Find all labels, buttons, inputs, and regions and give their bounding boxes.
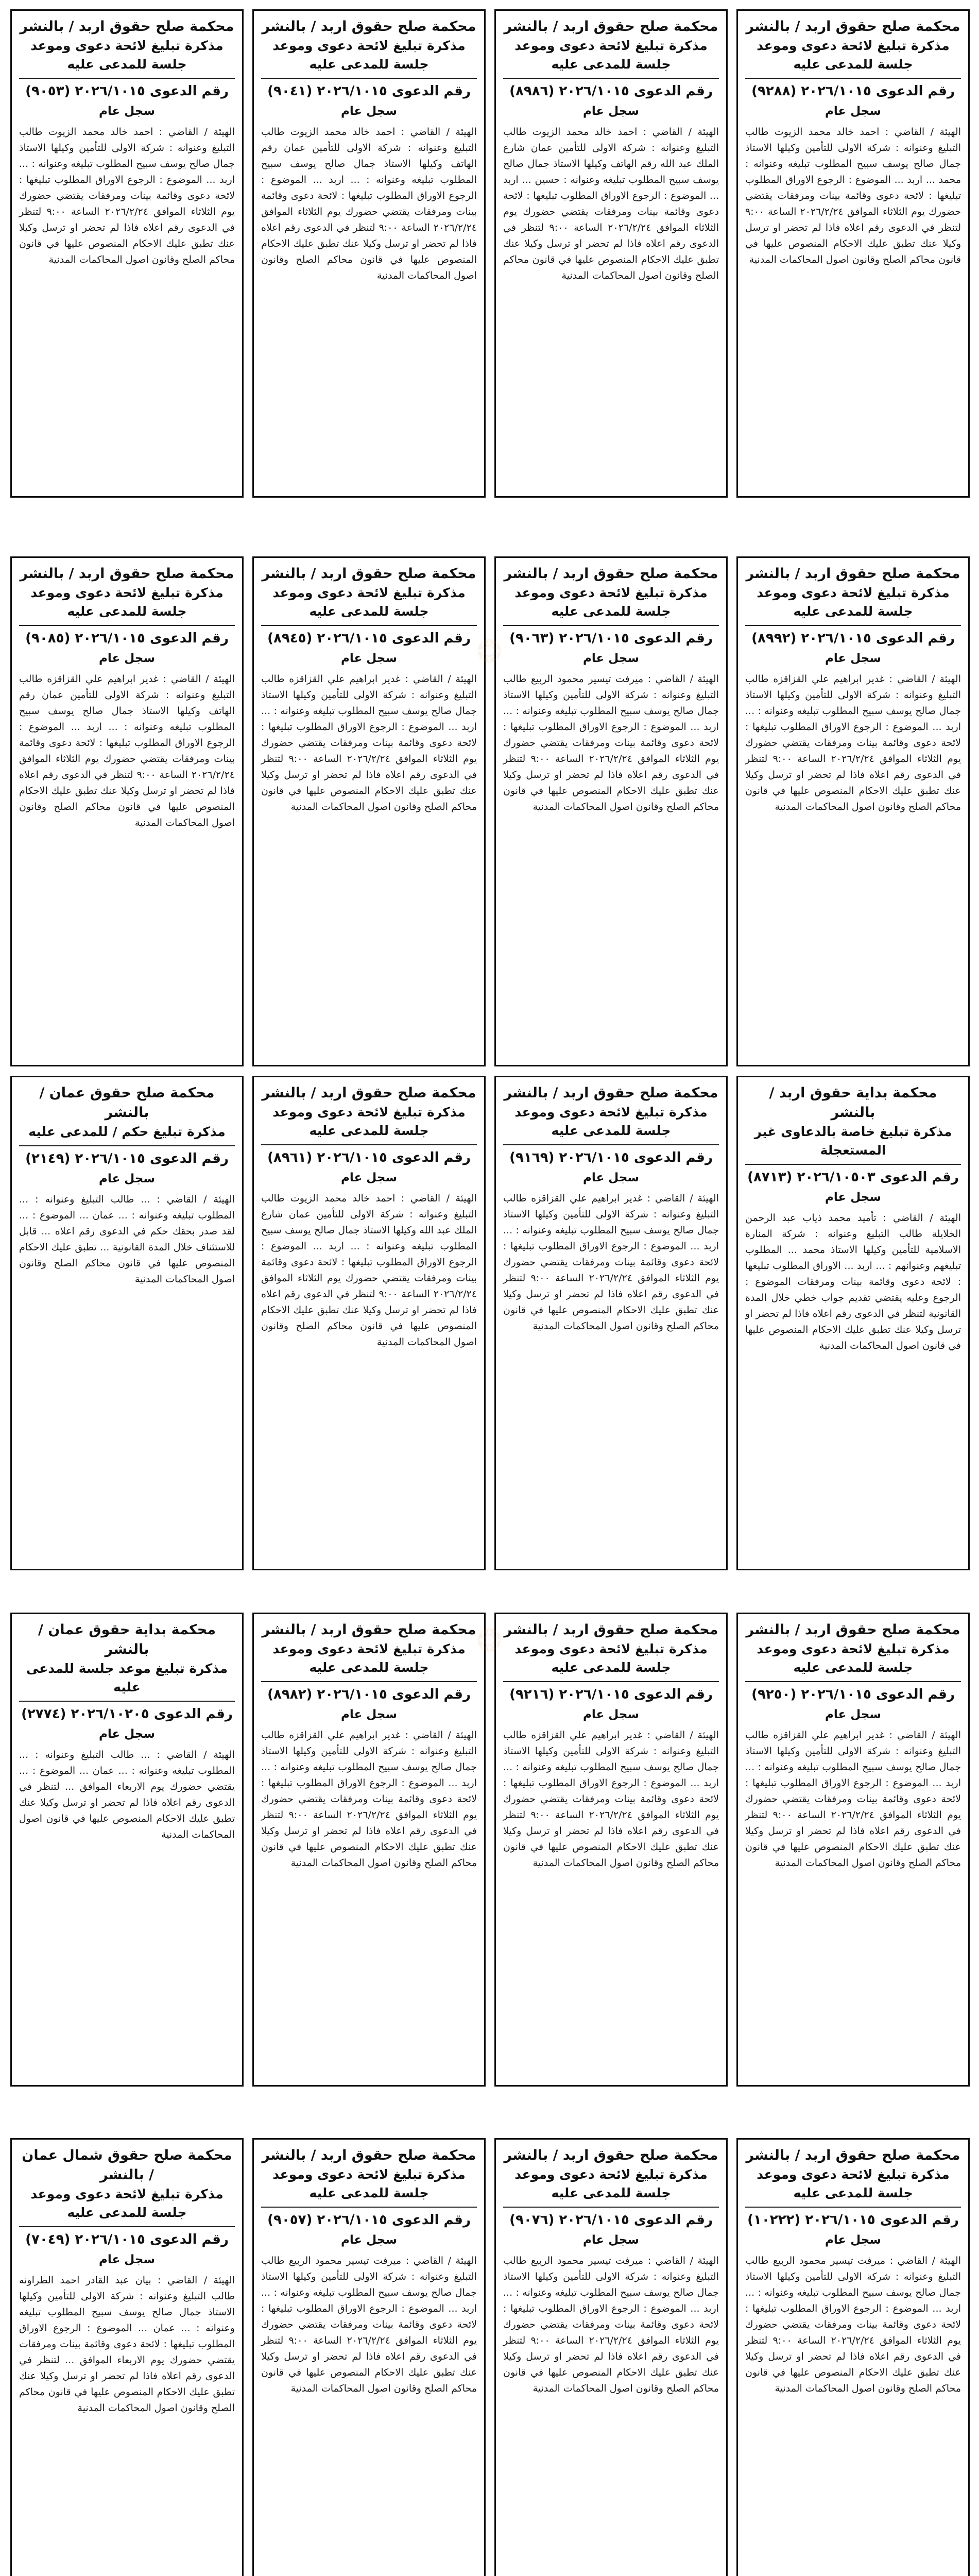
court-name: محكمة صلح حقوق اربد / بالنشر: [746, 566, 960, 582]
case-type: سجل عام: [341, 1171, 397, 1184]
court-name: محكمة بداية حقوق اربد / بالنشر: [769, 1085, 937, 1121]
notice-body: الهيئة / القاضي : ميرفت تيسير محمود الربيع طالب التبليغ وعنوانه : شركة الاولى للتأمين وكيلها الاستاذ جمال صالح يوسف سبيح المطلوب تبليغه وعنوانه : ... اربد ... الموضوع : الرجوع الاوراق المطلوب تبليغها : لائحة دعوى وقائمة بينات ومرفقات يقتضي حضورك يوم الثلاثاء الموافق ٢٠٢٦/٢/٢٤ الساعة ٩:٠٠ لتنظر في الدعوى رقم اعلاه فاذا لم تحضر او ترسل وكيلا عنك تطبق عليك الاحكام المنصوص عليها في قانون محاكم الصلح وقانون اصول المحاكمات المدنية: [261, 2255, 477, 2394]
case-number: رقم الدعوى ٢٠٢٦/١٠١٥ (٢١٤٩): [19, 1145, 235, 1169]
court-name: محكمة صلح حقوق اربد / بالنشر: [504, 1085, 718, 1101]
court-name: محكمة صلح حقوق اربد / بالنشر: [262, 2147, 476, 2163]
case-type: سجل عام: [583, 105, 639, 118]
case-number: رقم الدعوى ٢٠٢٦/١٠١٥ (٩١٦٩): [503, 1144, 719, 1168]
court-notice: [736, 1613, 970, 2087]
notice-title: مذكرة تبليغ لائحة دعوى وموعد جلسة للمدعى عليه: [757, 1641, 950, 1675]
court-name: محكمة صلح حقوق اربد / بالنشر: [746, 2147, 960, 2163]
notice-body: الهيئة / القاضي : غدير ابراهيم علي القزاقزه طالب التبليغ وعنوانه : شركة الاولى للتأمين وكيلها الاستاذ جمال صالح يوسف سبيح المطلوب تبليغه وعنوانه : ... اربد ... الموضوع : الرجوع الاوراق المطلوب تبليغها : لائحة دعوى وقائمة بينات ومرفقات يقتضي حضورك يوم الثلاثاء الموافق ٢٠٢٦/٢/٢٤ الساعة ٩:٠٠ لتنظر في الدعوى رقم اعلاه فاذا لم تحضر او ترسل وكيلا عنك تطبق عليك الاحكام المنصوص عليها في قانون محاكم الصلح وقانون اصول المحاكمات المدنية: [745, 673, 961, 812]
notice-title: مذكرة تبليغ لائحة دعوى وموعد جلسة للمدعى عليه: [30, 38, 224, 72]
notice-title: مذكرة تبليغ لائحة دعوى وموعد جلسة للمدعى عليه: [514, 38, 708, 72]
court-name: محكمة صلح حقوق اربد / بالنشر: [504, 566, 718, 582]
notice-body: الهيئة / القاضي : غدير ابراهيم علي القزاقزه طالب التبليغ وعنوانه : شركة الاولى للتأمين عمان رقم الهاتف وكيلها الاستاذ جمال صالح يوسف سبيح المطلوب تبليغه وعنوانه : ... اربد ... الموضوع : الرجوع الاوراق المطلوب تبليغها : لائحة دعوى وقائمة بينات ومرفقات يقتضي حضورك يوم الثلاثاء الموافق ٢٠٢٦/٢/٢٤ الساعة ٩:٠٠ لتنظر في الدعوى رقم اعلاه فاذا لم تحضر او ترسل وكيلا عنك تطبق عليك الاحكام المنصوص عليها في قانون محاكم الصلح وقانون اصول المحاكمات المدنية: [19, 673, 235, 828]
court-notice: [10, 9, 244, 498]
notice-body: الهيئة / القاضي : احمد خالد محمد الزيوت طالب التبليغ وعنوانه : شركة الاولى للتأمين وكيلها الاستاذ جمال صالح يوسف سبيح المطلوب تبليغه وعنوانه : ... اربد ... الموضوع : الرجوع الاوراق المطلوب تبليغها : لائحة دعوى وقائمة بينات ومرفقات يقتضي حضورك يوم الثلاثاء الموافق ٢٠٢٦/٢/٢٤ الساعة ٩:٠٠ لتنظر في الدعوى رقم اعلاه فاذا لم تحضر او ترسل وكيلا عنك تطبق عليك الاحكام المنصوص عليها في قانون محاكم الصلح وقانون اصول المحاكمات المدنية: [19, 126, 235, 265]
case-type: سجل عام: [583, 1708, 639, 1721]
notice-title: مذكرة تبليغ لائحة دعوى وموعد جلسة للمدعى عليه: [272, 1641, 466, 1675]
notice-body: الهيئة / القاضي : احمد خالد محمد الزيوت طالب التبليغ وعنوانه : شركة الاولى للتأمين عمان شارع الملك عبد الله وكيلها الاستاذ جمال صالح يوسف سبيح المطلوب تبليغه وعنوانه : ... اربد ... الموضوع : الرجوع الاوراق المطلوب تبليغها : لائحة دعوى وقائمة بينات ومرفقات يقتضي حضورك يوم الثلاثاء الموافق ٢٠٢٦/٢/٢٤ الساعة ٩:٠٠ لتنظر في الدعوى رقم اعلاه فاذا لم تحضر او ترسل وكيلا عنك تطبق عليك الاحكام المنصوص عليها في قانون محاكم الصلح وقانون اصول المحاكمات المدنية: [261, 1193, 477, 1348]
case-number: رقم الدعوى ٢٠٢٦/١٠١٥ (٨٩٩٢): [745, 625, 961, 649]
case-number: رقم الدعوى ٢٠٢٦/١٠١٥ (٩٢١٦): [503, 1681, 719, 1705]
notice-body: الهيئة / القاضي : احمد خالد محمد الزيوت طالب التبليغ وعنوانه : شركة الاولى للتأمين عمان شارع الملك عبد الله رقم الهاتف وكيلها الاستاذ جمال صالح يوسف سبيح المطلوب تبليغه وعنوانه : حسين ... اربد ... الموضوع : الرجوع الاوراق المطلوب تبليغها : لائحة دعوى وقائمة بينات ومرفقات يقتضي حضورك يوم الثلاثاء الموافق ٢٠٢٦/٢/٢٤ الساعة ٩:٠٠ لتنظر في الدعوى رقم اعلاه فاذا لم تحضر او ترسل وكيلا عنك تطبق عليك الاحكام المنصوص عليها في قانون محاكم الصلح وقانون اصول المحاكمات المدنية: [503, 126, 719, 281]
case-number: رقم الدعوى ٢٠٢٦/١٠١٥ (٨٩٦١): [261, 1144, 477, 1168]
notice-title: مذكرة تبليغ لائحة دعوى وموعد جلسة للمدعى عليه: [514, 585, 708, 619]
case-type: سجل عام: [99, 1172, 155, 1185]
notice-body: الهيئة / القاضي : ميرفت تيسير محمود الربيع طالب التبليغ وعنوانه : شركة الاولى للتأمين وكيلها الاستاذ جمال صالح يوسف سبيح المطلوب تبليغه وعنوانه : ... اربد ... الموضوع : الرجوع الاوراق المطلوب تبليغها : لائحة دعوى وقائمة بينات ومرفقات يقتضي حضورك يوم الثلاثاء الموافق ٢٠٢٦/٢/٢٤ الساعة ٩:٠٠ لتنظر في الدعوى رقم اعلاه فاذا لم تحضر او ترسل وكيلا عنك تطبق عليك الاحكام المنصوص عليها في قانون محاكم الصلح وقانون اصول المحاكمات المدنية: [745, 2255, 961, 2394]
notice-body: الهيئة / القاضي : ميرفت تيسير محمود الربيع طالب التبليغ وعنوانه : شركة الاولى للتأمين وكيلها الاستاذ جمال صالح يوسف سبيح المطلوب تبليغه وعنوانه : ... اربد ... الموضوع : الرجوع الاوراق المطلوب تبليغها : لائحة دعوى وقائمة بينات ومرفقات يقتضي حضورك يوم الثلاثاء الموافق ٢٠٢٦/٢/٢٤ الساعة ٩:٠٠ لتنظر في الدعوى رقم اعلاه فاذا لم تحضر او ترسل وكيلا عنك تطبق عليك الاحكام المنصوص عليها في قانون محاكم الصلح وقانون اصول المحاكمات المدنية: [503, 673, 719, 812]
court-name: محكمة صلح حقوق اربد / بالنشر: [262, 19, 476, 35]
court-notice: [736, 1076, 970, 1570]
court-name: محكمة صلح حقوق اربد / بالنشر: [20, 566, 234, 582]
court-notice: [252, 556, 486, 1066]
notice-title: مذكرة تبليغ لائحة دعوى وموعد جلسة للمدعى عليه: [30, 585, 224, 619]
notice-title: مذكرة تبليغ خاصة بالدعاوى غير المستعجلة: [754, 1124, 952, 1158]
notice-title: مذكرة تبليغ لائحة دعوى وموعد جلسة للمدعى عليه: [757, 585, 950, 619]
case-type: سجل عام: [99, 1727, 155, 1741]
case-type: سجل عام: [825, 105, 881, 118]
notice-body: الهيئة / القاضي : غدير ابراهيم علي القزاقزه طالب التبليغ وعنوانه : شركة الاولى للتأمين وكيلها الاستاذ جمال صالح يوسف سبيح المطلوب تبليغه وعنوانه : ... اربد ... الموضوع : الرجوع الاوراق المطلوب تبليغها : لائحة دعوى وقائمة بينات ومرفقات يقتضي حضورك يوم الثلاثاء الموافق ٢٠٢٦/٢/٢٤ الساعة ٩:٠٠ لتنظر في الدعوى رقم اعلاه فاذا لم تحضر او ترسل وكيلا عنك تطبق عليك الاحكام المنصوص عليها في قانون محاكم الصلح وقانون اصول المحاكمات المدنية: [261, 1730, 477, 1869]
court-notice: [10, 2138, 244, 2576]
court-notice: [252, 2138, 486, 2576]
case-number: رقم الدعوى ٢٠٢٦/١٠١٥ (٩٢٨٨): [745, 78, 961, 101]
notice-title: مذكرة تبليغ لائحة دعوى وموعد جلسة للمدعى عليه: [757, 38, 950, 72]
court-notice: [252, 1076, 486, 1570]
court-notice: [494, 556, 728, 1066]
case-number: رقم الدعوى ٢٠٢٦/١٠١٥ (٨٩٨٢): [261, 1681, 477, 1705]
case-number: رقم الدعوى ٢٠٢٦/١٠١٥ (٨٩٨٦): [503, 78, 719, 101]
case-number: رقم الدعوى ٢٠٢٦/١٠١٥ (٧٠٤٩): [19, 2226, 235, 2250]
notice-title: مذكرة تبليغ لائحة دعوى وموعد جلسة للمدعى عليه: [514, 1105, 708, 1138]
case-type: سجل عام: [825, 1708, 881, 1721]
court-notice: [736, 556, 970, 1066]
court-name: محكمة صلح حقوق اربد / بالنشر: [262, 1622, 476, 1638]
watermark-logo: ❂: [476, 634, 503, 670]
court-name: محكمة صلح حقوق شمال عمان / بالنشر: [22, 2147, 232, 2183]
case-number: رقم الدعوى ٢٠٢٦/١٠١٥ (٩٠٥٧): [261, 2207, 477, 2230]
case-type: سجل عام: [341, 2233, 397, 2247]
court-notice: [736, 2138, 970, 2576]
court-notice: [252, 9, 486, 498]
notice-title: مذكرة تبليغ موعد جلسة للمدعى عليه: [26, 1661, 228, 1694]
court-name: محكمة صلح حقوق اربد / بالنشر: [504, 1622, 718, 1638]
court-name: محكمة صلح حقوق اربد / بالنشر: [746, 19, 960, 35]
notice-body: الهيئة / القاضي : احمد خالد محمد الزيوت طالب التبليغ وعنوانه : شركة الاولى للتأمين عمان رقم الهاتف وكيلها الاستاذ جمال صالح يوسف سبيح المطلوب تبليغه وعنوانه : ... اربد ... الموضوع : الرجوع الاوراق المطلوب تبليغها : لائحة دعوى وقائمة بينات ومرفقات يقتضي حضورك يوم الثلاثاء الموافق ٢٠٢٦/٢/٢٤ الساعة ٩:٠٠ لتنظر في الدعوى رقم اعلاه فاذا لم تحضر او ترسل وكيلا عنك تطبق عليك الاحكام المنصوص عليها في قانون محاكم الصلح وقانون اصول المحاكمات المدنية: [261, 126, 477, 281]
notice-title: مذكرة تبليغ لائحة دعوى وموعد جلسة للمدعى عليه: [514, 1641, 708, 1675]
notice-title: مذكرة تبليغ لائحة دعوى وموعد جلسة للمدعى عليه: [30, 2187, 224, 2220]
case-number: رقم الدعوى ٢٠٢٦/١٠٥٠٣ (٨٧١٣): [745, 1164, 961, 1188]
court-name: محكمة صلح حقوق اربد / بالنشر: [504, 19, 718, 35]
case-type: سجل عام: [99, 105, 155, 118]
notice-body: الهيئة / القاضي : ... طالب التبليغ وعنوانه : ... المطلوب تبليغه وعنوانه : ... عمان ... الموضوع : ... لقد صدر بحقك حكم في الدعوى رقم اعلاه ... قابل للاستئناف خلال المدة القانونية ... تطبق عليك الاحكام المنصوص عليها في قانون محاكم الصلح وقانون اصول المحاكمات المدنية: [19, 1194, 235, 1285]
court-notice: [10, 556, 244, 1066]
notice-body: الهيئة / القاضي : غدير ابراهيم علي القزاقزه طالب التبليغ وعنوانه : شركة الاولى للتأمين وكيلها الاستاذ جمال صالح يوسف سبيح المطلوب تبليغه وعنوانه : ... اربد ... الموضوع : الرجوع الاوراق المطلوب تبليغها : لائحة دعوى وقائمة بينات ومرفقات يقتضي حضورك يوم الثلاثاء الموافق ٢٠٢٦/٢/٢٤ الساعة ٩:٠٠ لتنظر في الدعوى رقم اعلاه فاذا لم تحضر او ترسل وكيلا عنك تطبق عليك الاحكام المنصوص عليها في قانون محاكم الصلح وقانون اصول المحاكمات المدنية: [261, 673, 477, 812]
case-type: سجل عام: [583, 1171, 639, 1184]
court-name: محكمة صلح حقوق اربد / بالنشر: [20, 19, 234, 35]
watermark-logo: ❂: [476, 1623, 503, 1659]
case-type: سجل عام: [99, 652, 155, 665]
case-number: رقم الدعوى ٢٠٢٦/١٠١٥ (٩٠٧٦): [503, 2207, 719, 2230]
court-notice: [736, 9, 970, 498]
notice-title: مذكرة تبليغ لائحة دعوى وموعد جلسة للمدعى عليه: [272, 1105, 466, 1138]
court-name: محكمة صلح حقوق عمان / بالنشر: [39, 1085, 215, 1121]
case-type: سجل عام: [583, 652, 639, 665]
court-notice: [10, 1076, 244, 1570]
notice-title: مذكرة تبليغ لائحة دعوى وموعد جلسة للمدعى عليه: [514, 2167, 708, 2200]
notice-body: الهيئة / القاضي : ... طالب التبليغ وعنوانه : ... المطلوب تبليغه وعنوانه : ... عمان ... الموضوع : ... يقتضي حضورك يوم الاربعاء الموافق ... لتنظر في الدعوى رقم اعلاه فاذا لم تحضر او ترسل وكيلا عنك تطبق عليك الاحكام المنصوص عليها في قانون اصول المحاكمات المدنية: [19, 1749, 235, 1840]
case-number: رقم الدعوى ٢٠٢٦/١٠١٥ (٩٠٨٥): [19, 625, 235, 649]
notice-body: الهيئة / القاضي : غدير ابراهيم علي القزاقزه طالب التبليغ وعنوانه : شركة الاولى للتأمين وكيلها الاستاذ جمال صالح يوسف سبيح المطلوب تبليغه وعنوانه : ... اربد ... الموضوع : الرجوع الاوراق المطلوب تبليغها : لائحة دعوى وقائمة بينات ومرفقات يقتضي حضورك يوم الثلاثاء الموافق ٢٠٢٦/٢/٢٤ الساعة ٩:٠٠ لتنظر في الدعوى رقم اعلاه فاذا لم تحضر او ترسل وكيلا عنك تطبق عليك الاحكام المنصوص عليها في قانون محاكم الصلح وقانون اصول المحاكمات المدنية: [503, 1730, 719, 1869]
notice-title: مذكرة تبليغ لائحة دعوى وموعد جلسة للمدعى عليه: [272, 2167, 466, 2200]
court-name: محكمة صلح حقوق اربد / بالنشر: [262, 566, 476, 582]
case-number: رقم الدعوى ٢٠٢٦/١٠١٥ (١٠٢٢٢): [745, 2207, 961, 2230]
case-type: سجل عام: [99, 2253, 155, 2266]
case-type: سجل عام: [825, 652, 881, 665]
case-number: رقم الدعوى ٢٠٢٦/١٠١٥ (٩٠٦٣): [503, 625, 719, 649]
notice-body: الهيئة / القاضي : غدير ابراهيم علي القزاقزه طالب التبليغ وعنوانه : شركة الاولى للتأمين وكيلها الاستاذ جمال صالح يوسف سبيح المطلوب تبليغه وعنوانه : ... اربد ... الموضوع : الرجوع الاوراق المطلوب تبليغها : لائحة دعوى وقائمة بينات ومرفقات يقتضي حضورك يوم الثلاثاء الموافق ٢٠٢٦/٢/٢٤ الساعة ٩:٠٠ لتنظر في الدعوى رقم اعلاه فاذا لم تحضر او ترسل وكيلا عنك تطبق عليك الاحكام المنصوص عليها في قانون محاكم الصلح وقانون اصول المحاكمات المدنية: [503, 1193, 719, 1332]
court-notice: [494, 1613, 728, 2087]
case-type: سجل عام: [825, 2233, 881, 2247]
court-notice: [494, 1076, 728, 1570]
case-number: رقم الدعوى ٢٠٢٦/١٠١٥ (٨٩٤٥): [261, 625, 477, 649]
notice-body: الهيئة / القاضي : بيان عبد القادر احمد الطراونه طالب التبليغ وعنوانه : شركة الاولى للتأمين وكيلها الاستاذ جمال صالح يوسف سبيح المطلوب تبليغه وعنوانه : ... عمان ... الموضوع : الرجوع الاوراق المطلوب تبليغها : لائحة دعوى وقائمة بينات ومرفقات يقتضي حضورك يوم الاربعاء الموافق ... لتنظر في الدعوى رقم اعلاه فاذا لم تحضر او ترسل وكيلا عنك تطبق عليك الاحكام المنصوص عليها في قانون محاكم الصلح وقانون اصول المحاكمات المدنية: [19, 2275, 235, 2414]
notice-title: مذكرة تبليغ لائحة دعوى وموعد جلسة للمدعى عليه: [272, 585, 466, 619]
case-type: سجل عام: [341, 652, 397, 665]
court-notice: [494, 2138, 728, 2576]
court-notice: [10, 1613, 244, 2087]
case-number: رقم الدعوى ٢٠٢٦/١٠٢٠٥ (٢٧٧٤): [19, 1701, 235, 1724]
notice-title: مذكرة تبليغ حكم / للمدعى عليه: [28, 1124, 226, 1139]
case-type: سجل عام: [341, 105, 397, 118]
case-number: رقم الدعوى ٢٠٢٦/١٠١٥ (٩٠٤١): [261, 78, 477, 101]
case-type: سجل عام: [583, 2233, 639, 2247]
notice-body: الهيئة / القاضي : غدير ابراهيم علي القزاقزه طالب التبليغ وعنوانه : شركة الاولى للتأمين وكيلها الاستاذ جمال صالح يوسف سبيح المطلوب تبليغه وعنوانه : ... اربد ... الموضوع : الرجوع الاوراق المطلوب تبليغها : لائحة دعوى وقائمة بينات ومرفقات يقتضي حضورك يوم الثلاثاء الموافق ٢٠٢٦/٢/٢٤ الساعة ٩:٠٠ لتنظر في الدعوى رقم اعلاه فاذا لم تحضر او ترسل وكيلا عنك تطبق عليك الاحكام المنصوص عليها في قانون محاكم الصلح وقانون اصول المحاكمات المدنية: [745, 1730, 961, 1869]
case-type: سجل عام: [825, 1191, 881, 1204]
court-name: محكمة صلح حقوق اربد / بالنشر: [262, 1085, 476, 1101]
case-number: رقم الدعوى ٢٠٢٦/١٠١٥ (٩٢٥٠): [745, 1681, 961, 1705]
notice-body: الهيئة / القاضي : احمد خالد محمد الزيوت طالب التبليغ وعنوانه : شركة الاولى للتأمين وكيلها الاستاذ جمال صالح يوسف سبيح المطلوب تبليغه وعنوانه : محمد ... اربد ... الموضوع : الرجوع الاوراق المطلوب تبليغها : لائحة دعوى وقائمة بينات ومرفقات يقتضي حضورك يوم الثلاثاء الموافق ٢٠٢٦/٢/٢٤ الساعة ٩:٠٠ لتنظر في الدعوى رقم اعلاه فاذا لم تحضر او ترسل وكيلا عنك تطبق عليك الاحكام المنصوص عليها في قانون محاكم الصلح وقانون اصول المحاكمات المدنية: [745, 126, 961, 265]
notice-body: الهيئة / القاضي : تأميد محمد ذياب عبد الرحمن الخلايلة طالب التبليغ وعنوانه : شركة المنارة الاسلامية للتأمين وكيلها الاستاذ محمد ... المطلوب تبليغهم وعنوانهم : ... اربد ... الاوراق المطلوب تبليغها : لائحة دعوى وقائمة بينات ومرفقات الموضوع : الرجوع وعليه يقتضي تقديم جواب خطي خلال المدة القانونية لتنظر في الدعوى رقم اعلاه فاذا لم تحضر او ترسل وكيلا عنك تطبق عليك الاحكام المنصوص عليها في قانون اصول المحاكمات المدنية: [745, 1212, 961, 1351]
notice-title: مذكرة تبليغ لائحة دعوى وموعد جلسة للمدعى عليه: [272, 38, 466, 72]
court-name: محكمة صلح حقوق اربد / بالنشر: [504, 2147, 718, 2163]
court-notice: [252, 1613, 486, 2087]
notice-body: الهيئة / القاضي : ميرفت تيسير محمود الربيع طالب التبليغ وعنوانه : شركة الاولى للتأمين وكيلها الاستاذ جمال صالح يوسف سبيح المطلوب تبليغه وعنوانه : ... اربد ... الموضوع : الرجوع الاوراق المطلوب تبليغها : لائحة دعوى وقائمة بينات ومرفقات يقتضي حضورك يوم الثلاثاء الموافق ٢٠٢٦/٢/٢٤ الساعة ٩:٠٠ لتنظر في الدعوى رقم اعلاه فاذا لم تحضر او ترسل وكيلا عنك تطبق عليك الاحكام المنصوص عليها في قانون محاكم الصلح وقانون اصول المحاكمات المدنية: [503, 2255, 719, 2394]
court-notice: [494, 9, 728, 498]
notice-title: مذكرة تبليغ لائحة دعوى وموعد جلسة للمدعى عليه: [757, 2167, 950, 2200]
case-type: سجل عام: [341, 1708, 397, 1721]
court-name: محكمة بداية حقوق عمان / بالنشر: [38, 1622, 216, 1657]
case-number: رقم الدعوى ٢٠٢٦/١٠١٥ (٩٠٥٣): [19, 78, 235, 101]
court-name: محكمة صلح حقوق اربد / بالنشر: [746, 1622, 960, 1638]
